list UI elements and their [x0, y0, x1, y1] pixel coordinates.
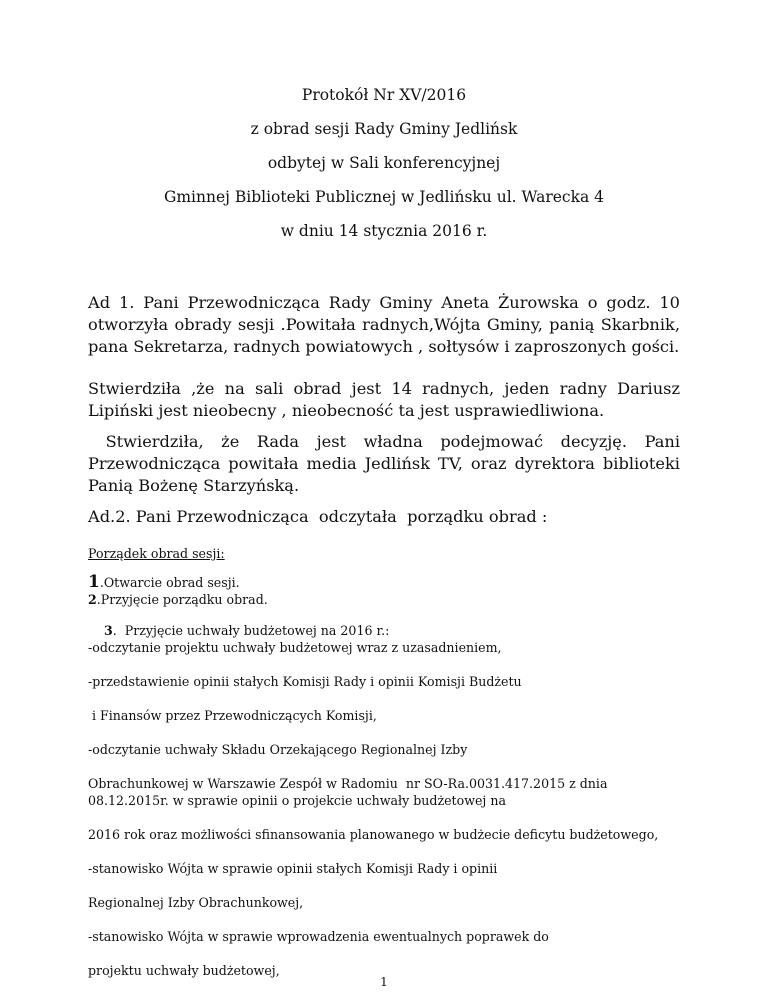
agenda-subitem: 2016 rok oraz możliwości sfinansowania planowanego w budżecie deficytu budżetowego,: [88, 827, 659, 842]
agenda-item-text: .Przyjęcie porządku obrad.: [96, 592, 268, 607]
agenda-title: Porządek obrad sesji:: [88, 546, 225, 561]
header-date: w dniu 14 stycznia 2016 r.: [280, 222, 488, 240]
agenda-subitem: 08.12.2015r. w sprawie opinii o projekcie uchwały budżetowej na: [88, 793, 506, 808]
agenda-item-1: [88, 572, 688, 592]
agenda-item-text: .Otwarcie obrad sesji.: [99, 575, 240, 590]
paragraph-attendance: Stwierdziła ,że na sali obrad jest 14 radnych, jeden radny Dariusz Lipiński jest nieobecny , nieobecność ta jest usprawiedliwiona.: [88, 379, 680, 420]
agenda-subitem: i Finansów przez Przewodniczących Komisji,: [88, 708, 377, 723]
header-address: Gminnej Biblioteki Publicznej w Jedlińsku ul. Warecka 4: [163, 188, 605, 206]
header-venue: odbytej w Sali konferencyjnej: [267, 154, 501, 172]
agenda-item-number: 1: [88, 572, 100, 592]
page-number: 1: [380, 975, 388, 989]
agenda-subitem: -odczytanie uchwały Składu Orzekającego Regionalnej Izby: [88, 742, 468, 757]
header-subtitle: z obrad sesji Rady Gminy Jedlińsk: [250, 120, 518, 138]
agenda-subitem: Regionalnej Izby Obrachunkowej,: [88, 895, 304, 910]
agenda-subitem: -odczytanie projektu uchwały budżetowej wraz z uzasadnieniem,: [88, 640, 502, 655]
agenda-subitem: projektu uchwały budżetowej,: [88, 963, 280, 978]
agenda-item-number: 2: [88, 592, 97, 607]
paragraph-quorum: Stwierdziła, że Rada jest władna podejmować decyzję. Pani Przewodnicząca powitała media Jedlińsk TV, oraz dyrektora biblioteki Panią Bożenę Starzyńską.: [88, 432, 686, 495]
agenda-subitem: -stanowisko Wójta w sprawie wprowadzenia ewentualnych poprawek do: [88, 929, 549, 944]
agenda-subitem: Obrachunkowej w Warszawie Zespół w Radomiu nr SO-Ra.0031.417.2015 z dnia: [88, 776, 608, 791]
agenda-item-number: 3: [104, 623, 113, 638]
agenda-item-text: . Przyjęcie uchwały budżetowej na 2016 r.:: [112, 623, 390, 638]
agenda-subitem: -przedstawienie opinii stałych Komisji Rady i opinii Komisji Budżetu: [88, 674, 522, 689]
paragraph-ad2: Ad.2. Pani Przewodnicząca odczytała porządku obrad :: [88, 507, 548, 526]
agenda-item-2: [88, 592, 688, 607]
paragraph-ad1: Ad 1. Pani Przewodnicząca Rady Gminy Aneta Żurowska o godz. 10 otworzyła obrady sesji .Powitała radnych,Wójta Gminy, panią Skarbnik, pana Sekretarza, radnych powiatowych , sołtysów i zaproszonych gości.: [88, 293, 680, 356]
agenda-subitem: -stanowisko Wójta w sprawie opinii stałych Komisji Rady i opinii: [88, 861, 498, 876]
header-title: Protokół Nr XV/2016: [301, 86, 467, 104]
